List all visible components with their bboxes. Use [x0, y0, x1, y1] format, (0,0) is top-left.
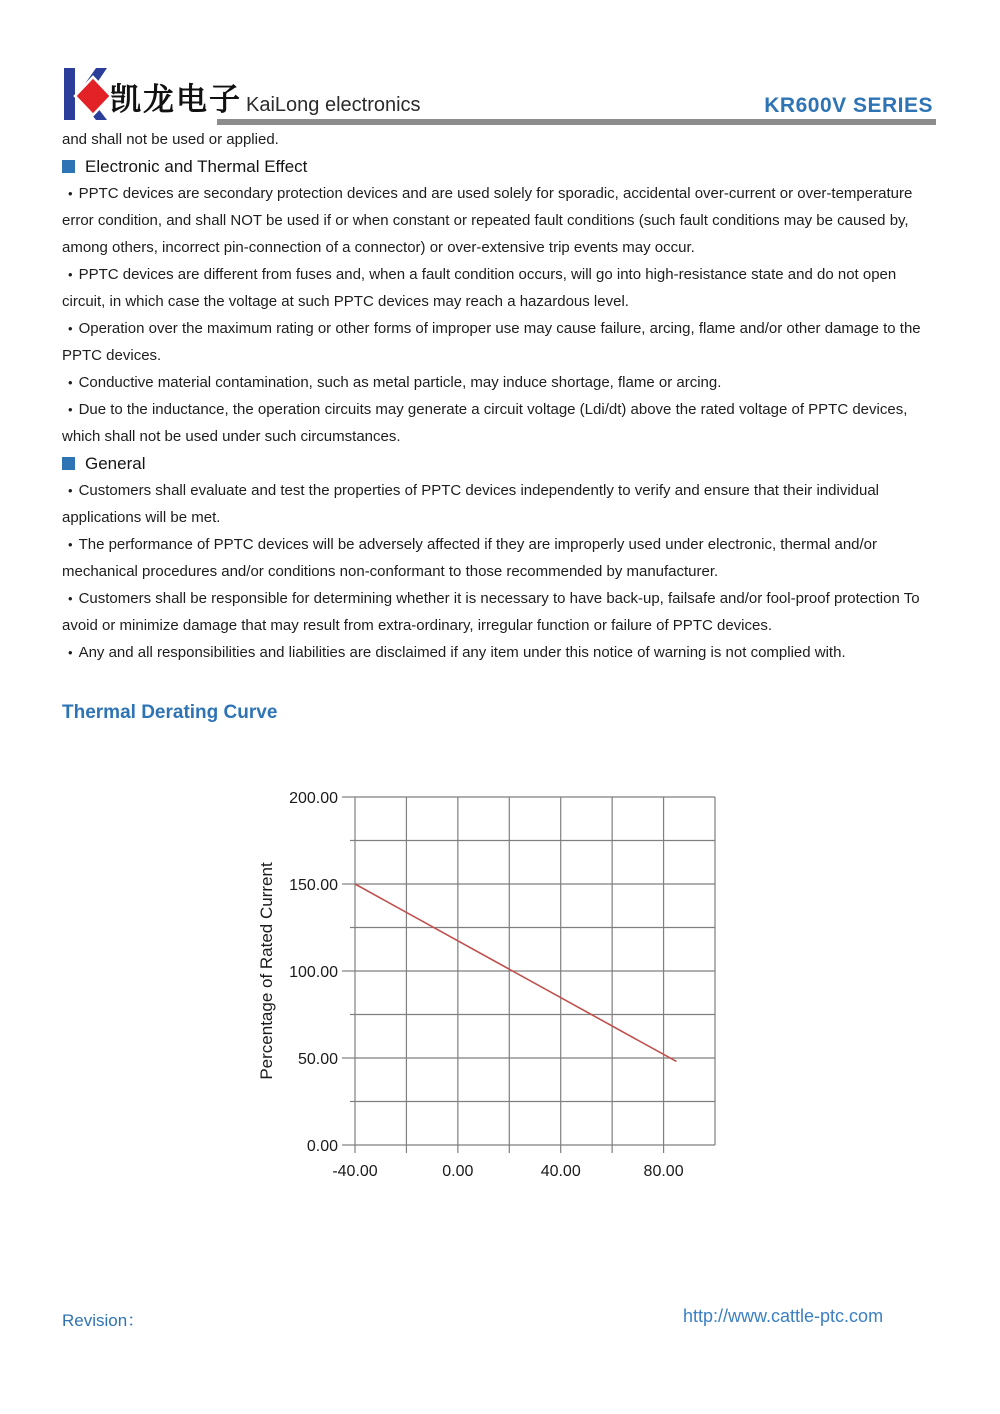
- bullet-item: • Any and all responsibilities and liabilities are disclaimed if any item under this notice of warning is not complied with.: [68, 644, 846, 661]
- section-title: [62, 153, 940, 180]
- site-url-link[interactable]: http://www.cattle-ptc.com: [683, 1306, 884, 1326]
- bullet-item: • Customers shall be responsible for determining whether it is necessary to have back-up, failsafe and/or fool-proof protection To avoid or minimize damage that may result from extra-ordinary, irregular function or failure of PPTC devices.: [62, 590, 920, 634]
- bullet-item: • The performance of PPTC devices will be adversely affected if they are improperly used under electronic, thermal and/or mechanical procedures and/or conditions non-conformant to those recommended by manufacturer.: [62, 536, 878, 580]
- section-title: [62, 450, 940, 477]
- chart-tick-label: -40.00: [332, 1163, 378, 1180]
- chart-tick-label: 150.00: [289, 877, 338, 894]
- thermal-derating-chart: [250, 780, 750, 1200]
- section-title-label: General: [85, 454, 146, 473]
- bullet-dot-icon: •: [68, 375, 73, 390]
- bullet-item: • Operation over the maximum rating or other forms of improper use may cause failure, arcing, flame and/or other damage to the PPTC devices.: [62, 320, 921, 364]
- bullet-item: • Customers shall evaluate and test the properties of PPTC devices independently to verify and ensure that their individual applications will be met.: [62, 482, 880, 526]
- bullet-dot-icon: •: [68, 321, 73, 336]
- chart-tick-label: 0.00: [306, 1138, 338, 1155]
- chart-tick-label: 200.00: [289, 790, 338, 807]
- kailong-logo-icon: [60, 64, 110, 124]
- revision-label: Revision：: [62, 1311, 145, 1330]
- bullet-item: • Due to the inductance, the operation circuits may generate a circuit voltage (Ldi/dt) above the rated voltage of PPTC devices, which shall not be used under such circumstances.: [62, 401, 908, 445]
- y-axis-title: Percentage of Rated Current: [257, 862, 276, 1080]
- section-title-label: Electronic and Thermal Effect: [85, 157, 308, 176]
- warning-text-block: [62, 126, 940, 666]
- chart-title: Thermal Derating Curve: [62, 702, 278, 723]
- derating-line: [355, 884, 676, 1061]
- header-rule: [217, 119, 936, 125]
- brand-name-chinese: 凯龙电子: [110, 82, 242, 118]
- bullet-dot-icon: •: [68, 645, 73, 660]
- chart-tick-label: 40.00: [540, 1163, 581, 1180]
- bullet-dot-icon: •: [68, 537, 73, 552]
- chart-tick-label: 0.00: [442, 1163, 474, 1180]
- section-square-icon: [62, 457, 75, 470]
- brand-name-english: KaiLong electronics: [246, 94, 421, 116]
- chart-tick-label: 80.00: [643, 1163, 684, 1180]
- chart-tick-label: 100.00: [289, 964, 338, 981]
- bullet-dot-icon: •: [68, 267, 73, 282]
- section-square-icon: [62, 160, 75, 173]
- series-title: KR600V SERIES: [764, 94, 933, 117]
- derating-chart-svg: [250, 780, 750, 1200]
- bullet-item: • PPTC devices are different from fuses and, when a fault condition occurs, will go into high-resistance state and do not open circuit, in which case the voltage at such PPTC devices may reach a hazardous level.: [62, 266, 897, 310]
- bullet-dot-icon: •: [68, 483, 73, 498]
- bullet-dot-icon: •: [68, 402, 73, 417]
- bullet-dot-icon: •: [68, 591, 73, 606]
- bullet-item: • PPTC devices are secondary protection devices and are used solely for sporadic, accidental over-current or over-temperature error condition, and shall NOT be used if or when constant or repeated fault conditions (such fault conditions may be caused by, among others, incorrect pin-connection of a connector) or over-extensive trip events may occur.: [62, 185, 913, 256]
- sections-container: [62, 153, 940, 666]
- bullet-dot-icon: •: [68, 186, 73, 201]
- intro-line: and shall not be used or applied.: [62, 131, 279, 148]
- bullet-item: • Conductive material contamination, such as metal particle, may induce shortage, flame or arcing.: [68, 374, 722, 391]
- chart-tick-label: 50.00: [297, 1051, 338, 1068]
